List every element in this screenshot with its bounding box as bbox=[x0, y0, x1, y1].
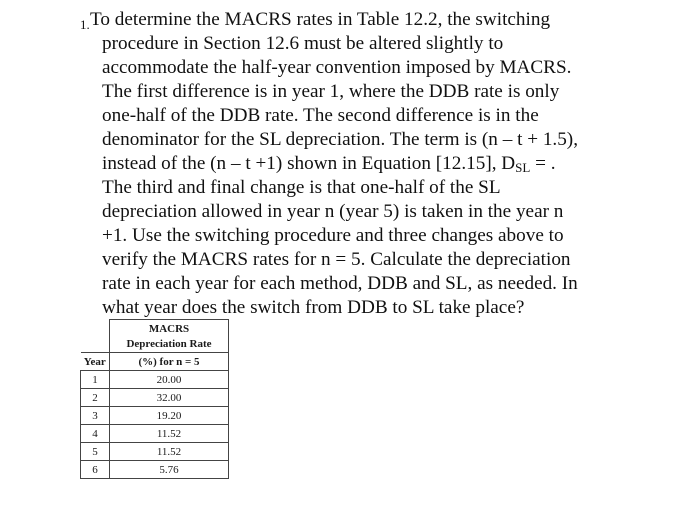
rate-cell: 11.52 bbox=[110, 443, 229, 461]
problem-line-tail: = . bbox=[530, 153, 556, 174]
problem-line: The first difference is in year 1, where the DDB rate is only bbox=[102, 81, 560, 102]
table-row bbox=[81, 443, 229, 461]
problem-line: verify the MACRS rates for n = 5. Calculate the depreciation bbox=[102, 249, 571, 270]
year-cell: 5 bbox=[81, 443, 110, 461]
problem-line: one-half of the DDB rate. The second difference is in the bbox=[102, 105, 539, 126]
table-corner bbox=[81, 320, 110, 353]
problem-line: what year does the switch from DDB to SL take place? bbox=[102, 297, 525, 318]
rate-column-header: (%) for n = 5 bbox=[110, 353, 229, 371]
problem-line: accommodate the half-year convention imposed by MACRS. bbox=[102, 57, 572, 78]
problem-line: rate in each year for each method, DDB and SL, as needed. In bbox=[102, 273, 578, 294]
year-column-header: Year bbox=[81, 353, 110, 371]
question-number: 1. bbox=[80, 17, 90, 32]
year-cell: 6 bbox=[81, 461, 110, 479]
year-cell: 4 bbox=[81, 425, 110, 443]
year-cell: 2 bbox=[81, 389, 110, 407]
problem-line: +1. Use the switching procedure and three changes above to bbox=[102, 225, 564, 246]
table-row bbox=[81, 461, 229, 479]
problem-line: The third and final change is that one-half of the SL bbox=[102, 177, 501, 198]
table-title-line1: MACRS bbox=[148, 323, 190, 335]
rate-cell: 5.76 bbox=[110, 461, 229, 479]
year-cell: 1 bbox=[81, 371, 110, 389]
rate-cell: 20.00 bbox=[110, 371, 229, 389]
table-row bbox=[81, 371, 229, 389]
table-row bbox=[81, 407, 229, 425]
table-row bbox=[81, 389, 229, 407]
year-cell: 3 bbox=[81, 407, 110, 425]
rate-cell: 11.52 bbox=[110, 425, 229, 443]
problem-line: depreciation allowed in year n (year 5) is taken in the year n bbox=[102, 201, 564, 222]
rate-cell: 32.00 bbox=[110, 389, 229, 407]
table-title bbox=[110, 320, 229, 353]
problem-line: To determine the MACRS rates in Table 12.2, the switching bbox=[90, 9, 551, 30]
macrs-rate-table bbox=[80, 319, 229, 479]
problem-line: procedure in Section 12.6 must be altered slightly to bbox=[102, 33, 504, 54]
problem-line-text: instead of the (n – t +1) shown in Equation [12.15], D bbox=[102, 153, 516, 174]
problem-line: denominator for the SL depreciation. The term is (n – t + 1.5), bbox=[102, 129, 578, 150]
sl-subscript: SL bbox=[515, 160, 531, 175]
table-row bbox=[81, 425, 229, 443]
table-title-line2: Depreciation Rate bbox=[126, 338, 212, 350]
rate-cell: 19.20 bbox=[110, 407, 229, 425]
